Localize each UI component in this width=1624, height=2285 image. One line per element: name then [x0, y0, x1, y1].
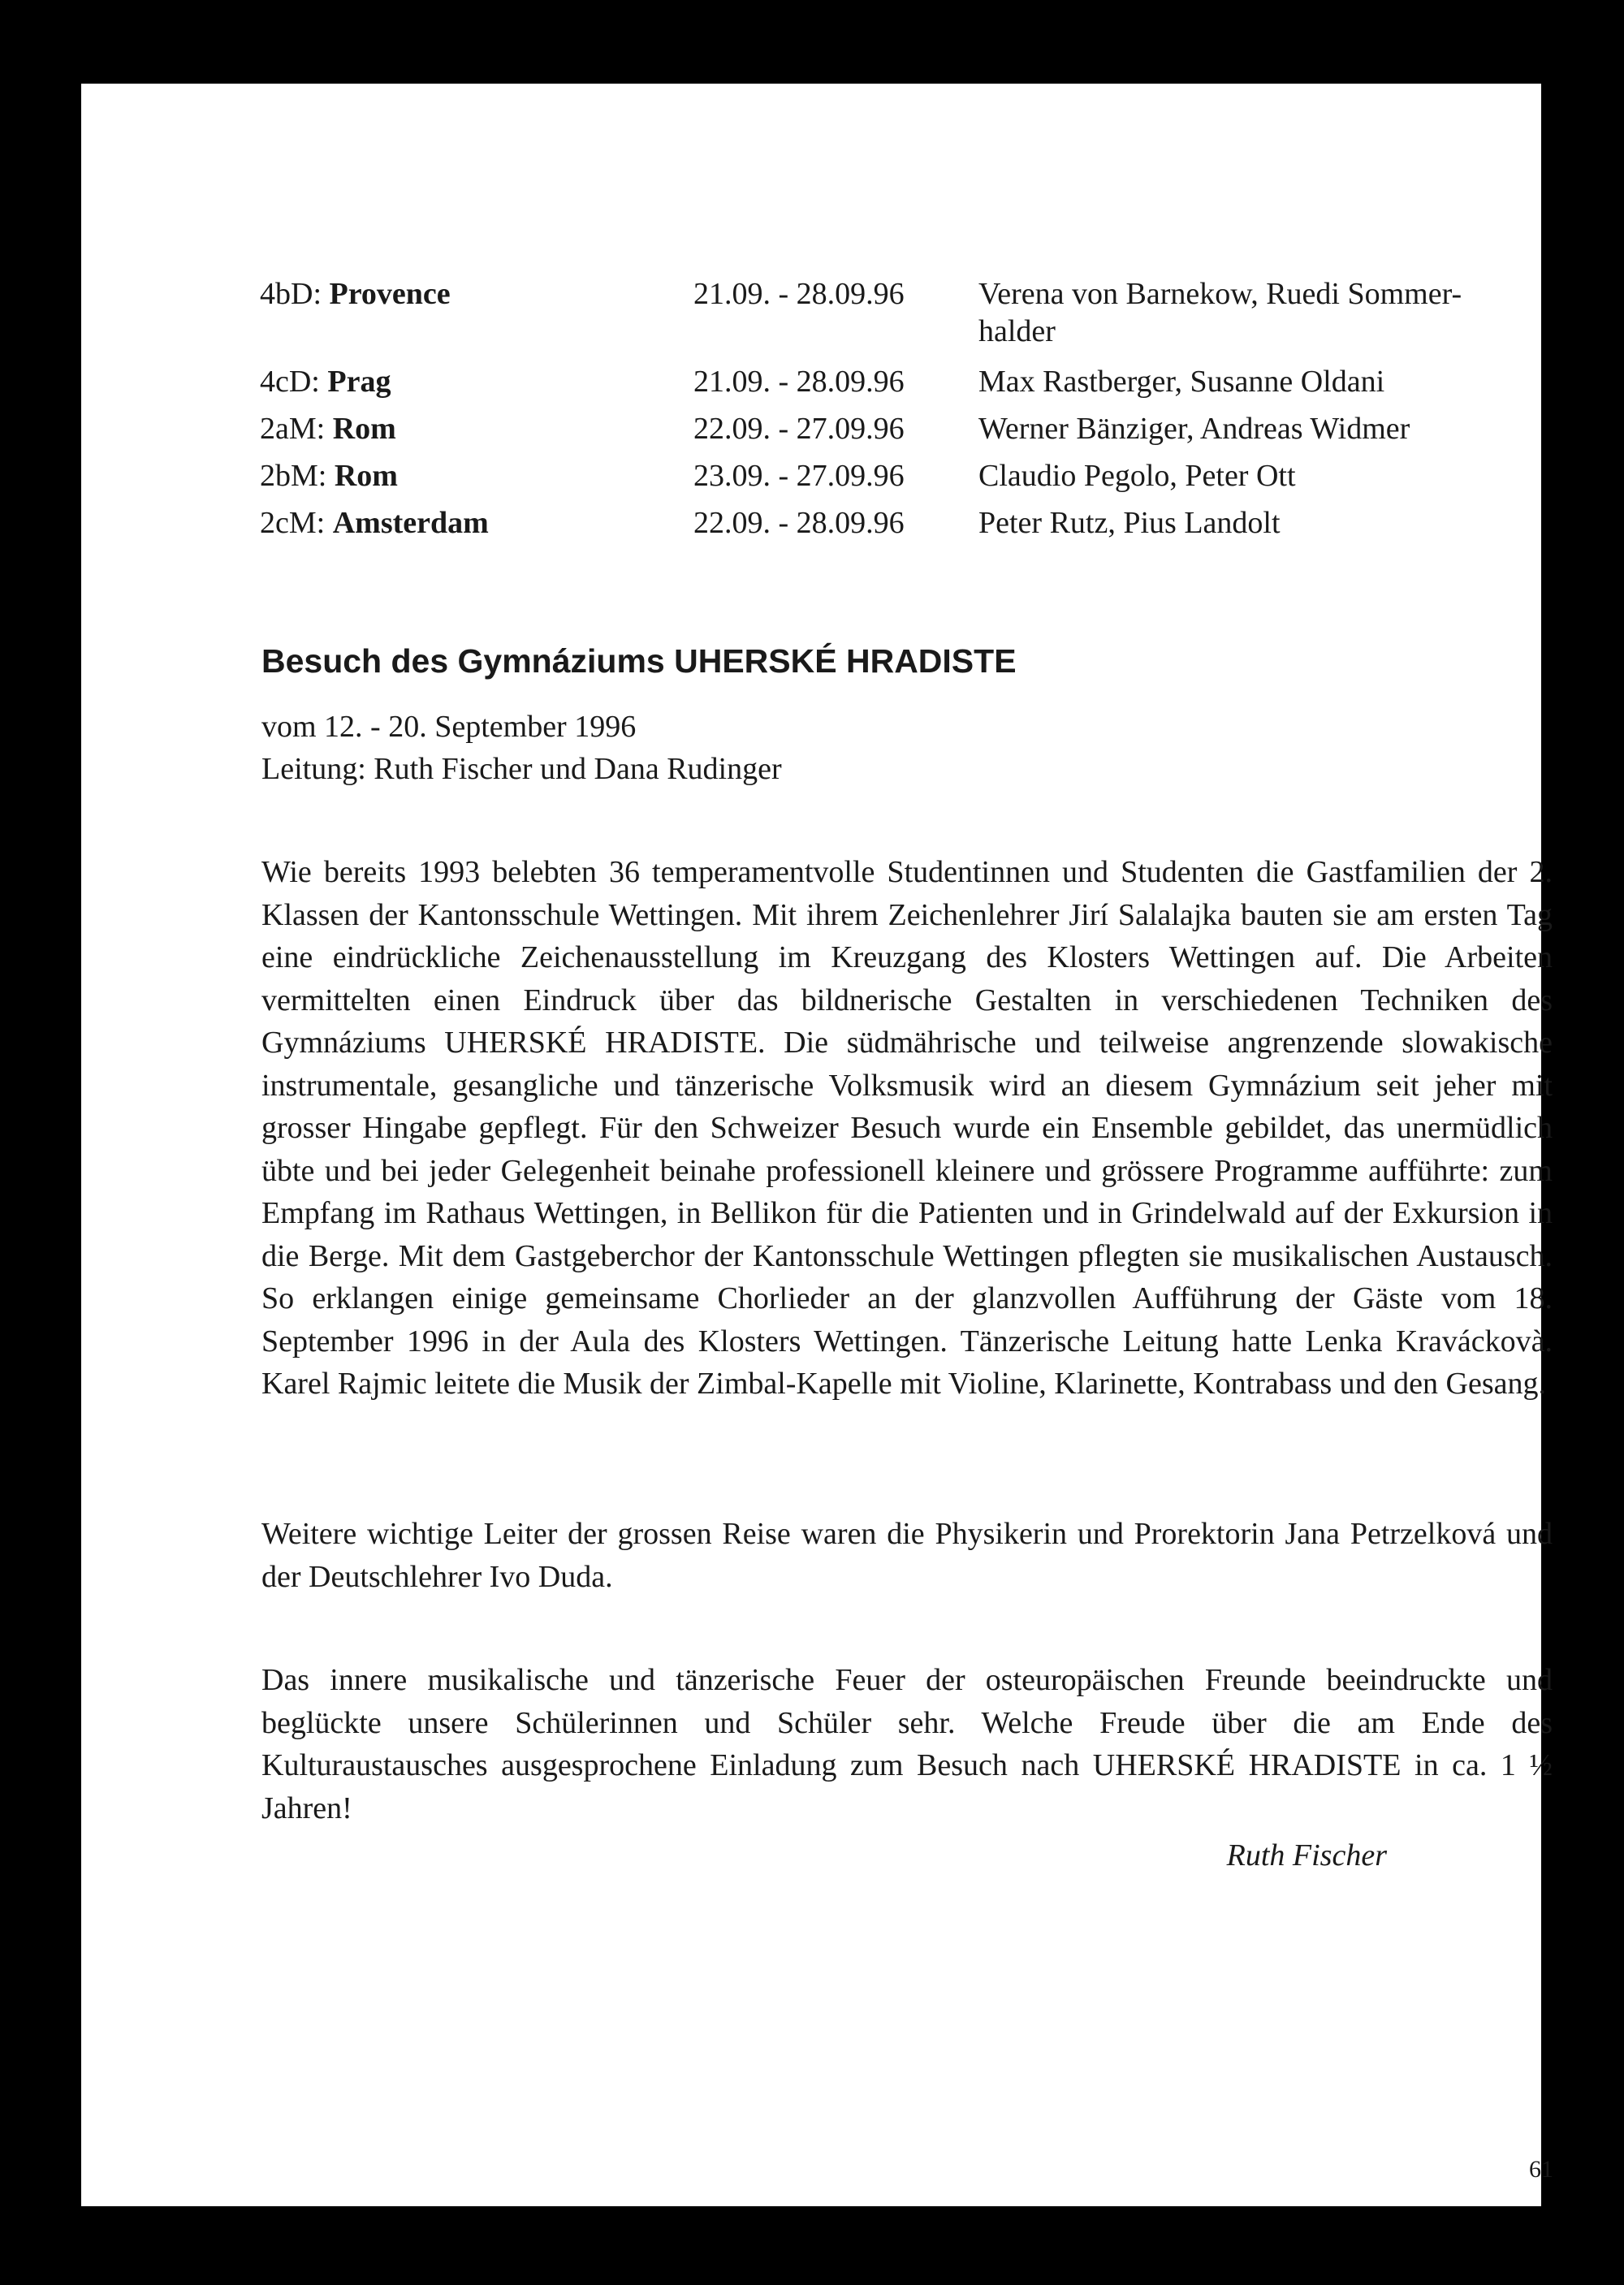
trip-table: [260, 275, 1559, 551]
trip-destination: Prag: [327, 365, 391, 399]
trip-class: 2aM: Rom: [260, 412, 396, 446]
trip-row: [260, 410, 1559, 457]
trip-dates: 22.09. - 27.09.96: [693, 412, 905, 446]
page-number: 61: [1529, 2156, 1553, 2183]
trip-row: [260, 457, 1559, 504]
author-signature: Ruth Fischer: [1226, 1838, 1387, 1872]
trip-destination: Amsterdam: [332, 506, 489, 540]
trip-class: 4cD: Prag: [260, 365, 391, 399]
trip-destination: Rom: [334, 459, 398, 493]
trip-class: 4bD: Provence: [260, 277, 451, 311]
trip-class: 2bM: Rom: [260, 459, 398, 493]
trip-dates: 21.09. - 28.09.96: [693, 277, 905, 311]
document-page: [81, 84, 1553, 2206]
trip-leaders: Verena von Barnekow, Ruedi Sommer- halder: [978, 277, 1462, 348]
paragraph-exchange: Wie bereits 1993 belebten 36 temperamentvolle Studentinnen und Studenten die Gastfamilien der 2. Klassen der Kantonsschule Wettingen. Mit ihrem Zeichenlehrer Jirí Salalajka bauten sie am ersten Tag eine eindrückliche Zeichenausstellung im Kreuzgang des Klosters Wettingen auf. Die Arbeiten vermittelten einen Eindruck über das bildnerische Gestalten in verschiedenen Techniken des Gymnáziums UHERSKÉ HRADISTE. Die südmährische und teilweise angrenzende slowakische instrumentale, gesangliche und tänzerische Volksmusik wird an diesem Gymnázium seit jeher mit grosser Hingabe gepflegt. Für den Schweizer Besuch wurde ein Ensemble gebildet, das unermüdlich übte und bei jeder Gelegenheit beinahe professionell kleinere und grössere Programme aufführte: zum Empfang im Rathaus Wettingen, in Bellikon für die Patienten und in Grindelwald auf der Exkursion in die Berge. Mit dem Gastgeberchor der Kantonsschule Wettingen pflegten sie musikalischen Austausch. So erklangen einige gemeinsame Chorlieder an der glanzvollen Aufführung der Gäste vom 18. September 1996 in der Aula des Klosters Wettingen. Tänzerische Leitung hatte Lenka Kraváckovà. Karel Rajmic leitete die Musik der Zimbal-Kapelle mit Violine, Klarinette, Kontrabass und den Gesang.: [261, 855, 1553, 1401]
date-line: vom 12. - 20. September 1996: [261, 710, 637, 744]
trip-row: [260, 363, 1559, 410]
paragraph-closing: Das innere musikalische und tänzerische Feuer der osteuropäischen Freunde beeindruckte und beglückte unsere Schülerinnen und Schüler sehr. Welche Freude über die am Ende des Kulturaustausches ausgesprochene Einladung zum Besuch nach UHERSKÉ HRADISTE in ca. 1 ½ Jahren!: [261, 1663, 1553, 1825]
trip-destination: Provence: [329, 277, 451, 311]
trip-leaders: Peter Rutz, Pius Landolt: [978, 506, 1281, 540]
trip-leaders: Werner Bänziger, Andreas Widmer: [978, 412, 1410, 446]
trip-dates: 21.09. - 28.09.96: [693, 365, 905, 399]
trip-dates: 22.09. - 28.09.96: [693, 506, 905, 540]
trip-leaders: Claudio Pegolo, Peter Ott: [978, 459, 1296, 493]
section-heading: Besuch des Gymnáziums UHERSKÉ HRADISTE: [261, 642, 1017, 680]
trip-leaders: Max Rastberger, Susanne Oldani: [978, 365, 1385, 399]
section-subtitle: [261, 706, 782, 790]
trip-dates: 23.09. - 27.09.96: [693, 459, 905, 493]
trip-destination: Rom: [332, 412, 396, 446]
leadership-line: Leitung: Ruth Fischer und Dana Rudinger: [261, 752, 782, 786]
trip-class: 2cM: Amsterdam: [260, 506, 489, 540]
trip-row: [260, 275, 1559, 363]
paragraph-leaders: Weitere wichtige Leiter der grossen Reise waren die Physikerin und Prorektorin Jana Petrzelková und der Deutschlehrer Ivo Duda.: [261, 1517, 1553, 1594]
trip-row: [260, 504, 1559, 551]
